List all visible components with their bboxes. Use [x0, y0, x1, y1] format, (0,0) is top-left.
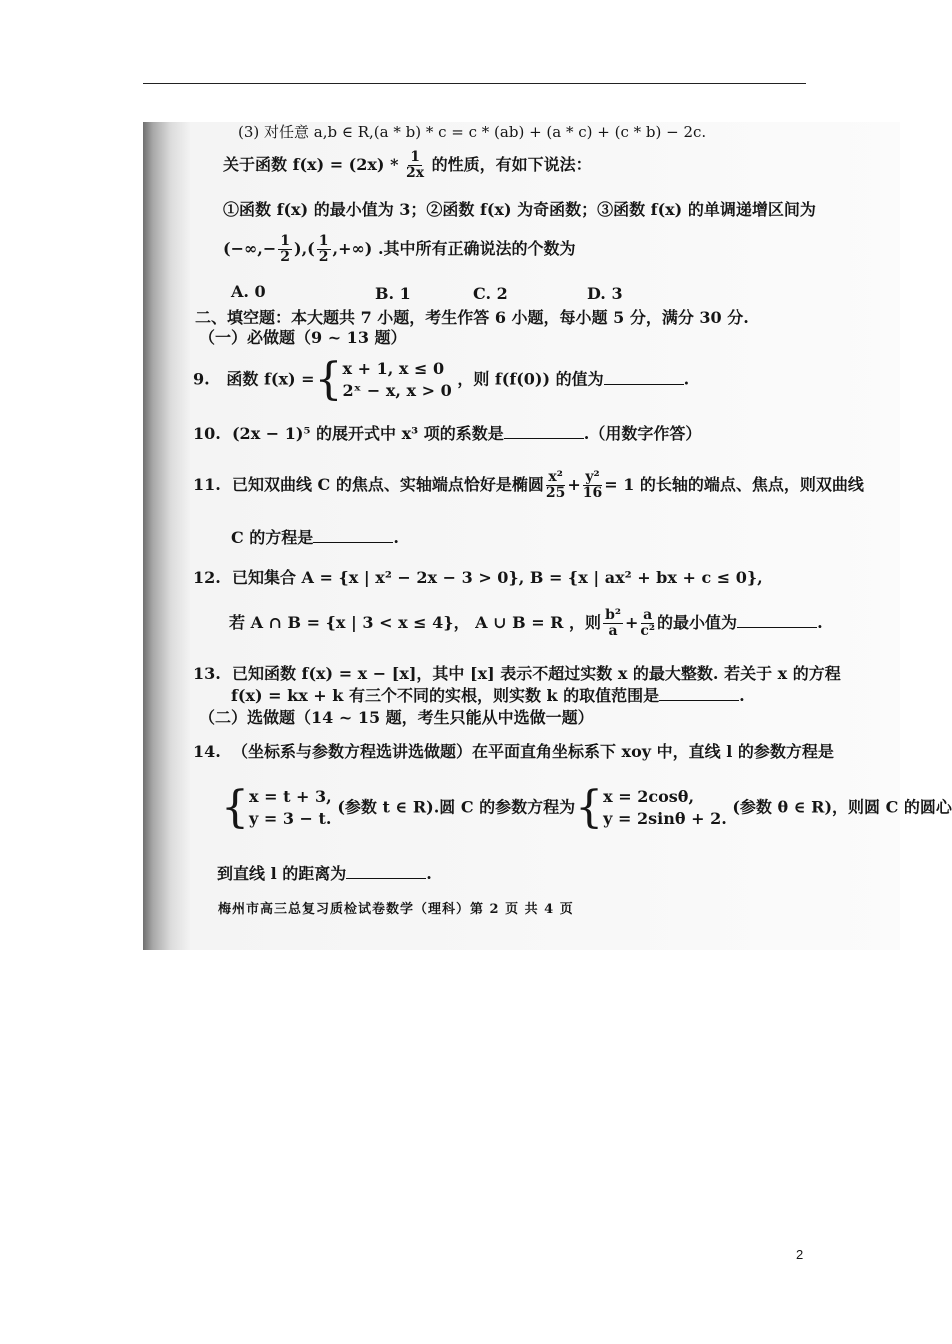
fraction: $\frac{1}{2}$: [280, 233, 291, 265]
top-cut-line: (3) 对任意 a,b ∈ R,(a * b) * c = c * (ab) + (a * c) + (c * b) − 2c.: [238, 123, 707, 141]
answer-blank: [504, 424, 584, 439]
question-14-line-3: 到直线 l 的距离为 .: [217, 864, 432, 883]
page-footer: 梅州市高三总复习质检试卷数学（理科）第 2 页 共 4 页: [218, 902, 574, 917]
fraction: $\frac{1}{2}$: [318, 233, 329, 265]
fraction: $\frac{1}{2x}$: [406, 149, 425, 181]
statements-line-1: ①函数 f(x) 的最小值为 3；②函数 f(x) 为奇函数；③函数 f(x) 的单调递增区间为: [223, 200, 816, 219]
question-14-equations: { x = t + 3, y = 3 − t. (参数 t ∈ R).圆 C 的参数方程为{ x = 2cosθ, y = 2sinθ + 2. (参数 θ ∈ R)，则圆 C 的圆心: [221, 782, 952, 833]
fraction: $\frac{\text{x²}}{25}$: [545, 469, 566, 501]
question-12-line-2: 若 A ∩ B = {x | 3 < x ≤ 4}， A ∪ B = R ，则 $\frac{\text{b²}}{a}$ + $\frac{a}{\text{c²}}$ 的最小值为 .: [229, 607, 823, 639]
question-13: 13. 已知函数 f(x) = x − [x]，其中 [x] 表示不超过实数 x 的最大整数. 若关于 x 的方程: [193, 664, 841, 683]
section-title: 二、填空题：本大题共 7 小题，考生作答 6 小题，每小题 5 分，满分 30 分.: [195, 308, 749, 327]
statements-line-2: (−∞,− $\frac{1}{2}$ ),( $\frac{1}{2}$ ,+∞) .其中所有正确说法的个数为: [223, 233, 576, 265]
answer-blank: [737, 613, 817, 628]
optional-title: （二）选做题（14 ~ 15 题，考生只能从中选做一题）: [199, 708, 594, 727]
question-12: 12. 已知集合 A = {x | x² − 2x − 3 > 0}, B = {x | ax² + bx + c ≤ 0},: [193, 568, 763, 587]
scanned-exam-page: [143, 122, 952, 950]
piecewise-cases: x + 1, x ≤ 0 2ˣ − x, x > 0: [342, 359, 452, 400]
fraction: $\frac{a}{\text{c²}}$: [640, 607, 656, 639]
fraction: $\frac{\text{b²}}{a}$: [605, 607, 621, 639]
option-c: C. 2: [473, 284, 508, 303]
header-rule: [143, 83, 806, 84]
question-10: 10. (2x − 1)⁵ 的展开式中 x³ 项的系数是 .（用数字作答）: [193, 424, 702, 443]
answer-blank: [313, 528, 393, 543]
required-title: （一）必做题（9 ~ 13 题）: [199, 328, 407, 347]
option-d: D. 3: [587, 284, 623, 303]
answer-blank: [659, 686, 739, 701]
line-parametric-system: x = t + 3, y = 3 − t.: [249, 787, 332, 828]
question-14: 14. （坐标系与参数方程选讲选做题）在平面直角坐标系下 xoy 中，直线 l 的参数方程是: [193, 742, 834, 761]
answer-blank: [604, 370, 684, 385]
question-11-line-2: C 的方程是 .: [231, 528, 399, 547]
circle-parametric-system: x = 2cosθ, y = 2sinθ + 2.: [603, 787, 727, 828]
function-intro: 关于函数 f(x) = (2x) * $\frac{1}{2x}$ 的性质，有如下说法：: [223, 149, 592, 181]
option-a: A. 0: [231, 282, 266, 301]
fraction: $\frac{\text{y²}}{16}$: [582, 469, 603, 501]
question-11: 11. 已知双曲线 C 的焦点、实轴端点恰好是椭圆 $\frac{\text{x²}}{25}$ + $\frac{\text{y²}}{16}$ = 1 的长轴的端点、焦点，则双曲线: [193, 469, 864, 501]
question-9: 9. 函数 f(x) ={ x + 1, x ≤ 0 2ˣ − x, x > 0 ，则 f(f(0)) 的值为 .: [193, 354, 690, 405]
answer-blank: [346, 864, 426, 879]
page-number: 2: [796, 1247, 804, 1262]
option-b: B. 1: [375, 284, 411, 303]
question-13-line-2: f(x) = kx + k 有三个不同的实根，则实数 k 的取值范围是 .: [231, 686, 745, 705]
